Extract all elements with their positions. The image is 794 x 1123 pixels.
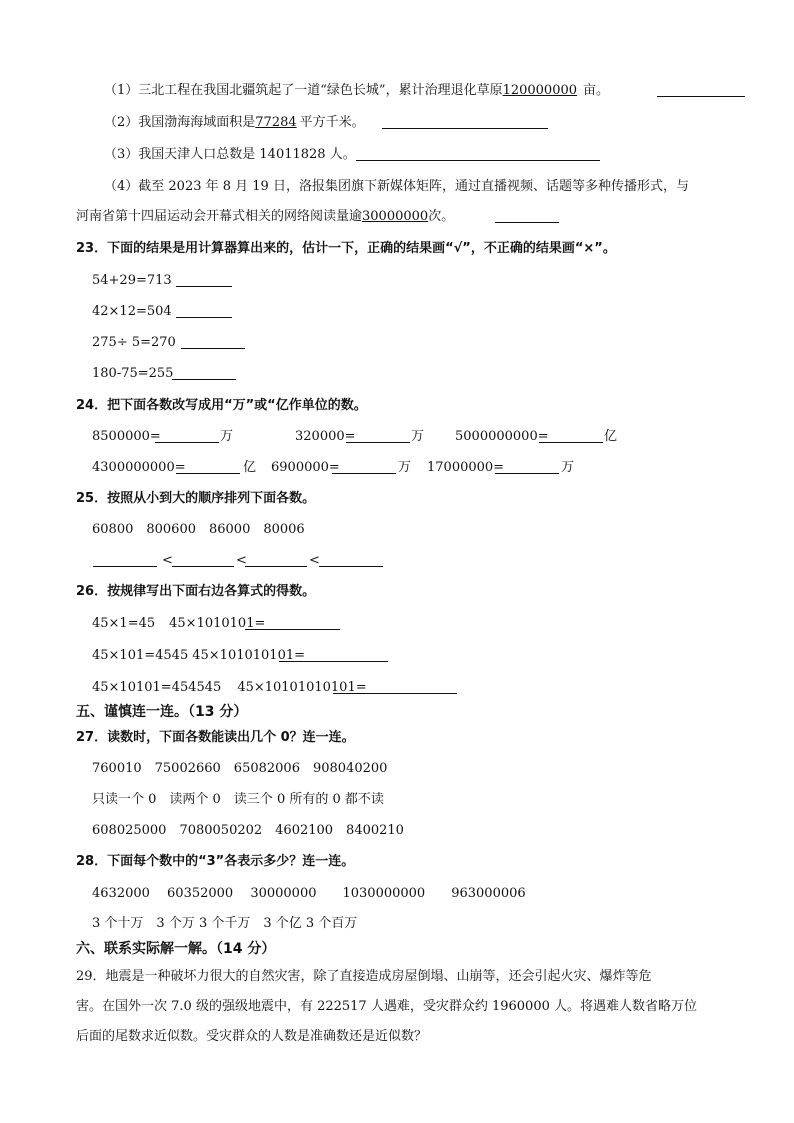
q29-line-3-text: 后面的尾数求近似数。受灾群众的人数是准确数还是近似数？ <box>76 1029 428 1044</box>
q27-bottom-numbers <box>92 822 404 840</box>
q22-item-1-text: （1）三北工程在我国北疆筑起了一道“绿色长城”，累计治理退化草原 <box>104 83 503 98</box>
q26-answer-blank-1[interactable] <box>245 615 340 630</box>
q24-f-number: 17000000= <box>427 460 505 475</box>
q22-item-4-text: （4）截至 2023 年 8 月 19 日，洛报集团旗下新媒体矩阵，通过直播视频、话题等多种传播形式，与 <box>104 179 689 194</box>
section-5-heading <box>76 703 247 721</box>
q26-row-3-question: 45×10101010101= <box>237 680 367 695</box>
q22-item-3 <box>104 146 356 164</box>
q22-item-3-text: （3）我国天津人口总数是 14011828 人。 <box>104 147 356 162</box>
section-5-heading-text: 五、谨慎连一连。（13 分） <box>76 704 248 720</box>
q26-row-1-question: 45×1010101= <box>169 616 266 631</box>
q28-title-text: 28．下面每个数中的“3”各表示多少？连一连。 <box>76 854 355 869</box>
q27-options <box>92 791 384 809</box>
q22-answer-blank-2[interactable] <box>382 114 548 129</box>
q24-d-unit-text: 亿 <box>243 460 257 475</box>
q26-row-1 <box>92 615 265 633</box>
q28-title <box>76 853 354 871</box>
q23-title-text: 23．下面的结果是用计算器算出来的，估计一下，正确的结果画“√”，不正确的结果画“×”。 <box>76 241 616 256</box>
q22-item-2-text: （2）我国渤海海域面积是 <box>104 115 256 130</box>
q26-row-3 <box>92 679 367 697</box>
q22-item-2 <box>104 114 365 132</box>
q24-answer-blank-d[interactable] <box>176 459 240 474</box>
q24-a-number: 8500000= <box>92 429 161 444</box>
q23-expr-2-text: 42×12=504 <box>92 304 172 319</box>
q24-f <box>427 459 504 477</box>
q24-c-unit-text: 亿 <box>604 429 618 444</box>
q25-lt-3-text: < <box>309 553 320 568</box>
q23-expr-4-text: 180-75=255 <box>92 366 174 381</box>
q23-expr-1 <box>92 272 172 290</box>
q22-item-2-number: 77284 <box>255 115 297 130</box>
q28-options-text: 3 个十万 3 个万 3 个千万 3 个亿 3 个百万 <box>92 916 358 931</box>
q25-title-text: 25．按照从小到大的顺序排列下面各数。 <box>76 491 316 506</box>
q23-expr-3 <box>92 334 176 352</box>
q29-line-1-text: 29．地震是一种破坏力很大的自然灾害，除了直接造成房屋倒塌、山崩等，还会引起火灾、爆炸等危 <box>76 969 652 984</box>
q28-numbers <box>92 885 526 903</box>
q26-answer-blank-2[interactable] <box>279 647 388 662</box>
q29-line-1 <box>76 968 652 986</box>
q22-item-4-number: 30000000 <box>362 209 429 224</box>
q25-answer-blank-3[interactable] <box>245 552 307 567</box>
q24-a <box>92 428 161 446</box>
q26-row-3-given: 45×10101=454545 <box>92 680 222 695</box>
q23-answer-blank-3[interactable] <box>181 334 245 349</box>
q25-answer-blank-2[interactable] <box>172 552 234 567</box>
q24-e-unit <box>398 459 411 477</box>
q22-item-4-line1 <box>104 178 689 196</box>
q24-answer-blank-f[interactable] <box>495 459 559 474</box>
q26-title <box>76 583 315 601</box>
q26-title-text: 26．按规律写出下面右边各算式的得数。 <box>76 584 316 599</box>
q26-row-2 <box>92 647 305 665</box>
q23-expr-4 <box>92 365 173 383</box>
q24-d-unit <box>243 459 256 477</box>
q27-title-text: 27．读数时，下面各数能读出几个 0？连一连。 <box>76 730 355 745</box>
q25-numbers <box>92 521 305 539</box>
q26-answer-blank-3[interactable] <box>333 679 457 694</box>
q25-title <box>76 490 315 508</box>
section-6-heading <box>76 940 275 958</box>
q24-answer-blank-a[interactable] <box>155 428 219 443</box>
section-6-heading-text: 六、联系实际解一解。（14 分） <box>76 941 276 957</box>
q27-bottom-numbers-text: 608025000 7080050202 4602100 8400210 <box>92 823 404 838</box>
q25-answer-blank-1[interactable] <box>93 552 157 567</box>
q24-d-number: 4300000000= <box>92 460 186 475</box>
q24-b-unit-text: 万 <box>411 429 425 444</box>
q22-item-4-line2 <box>76 208 454 226</box>
q24-b-number: 320000= <box>295 429 356 444</box>
q24-c-unit <box>604 428 617 446</box>
q23-expr-1-text: 54+29=713 <box>92 273 172 288</box>
q22-answer-blank-1[interactable] <box>657 82 745 97</box>
q22-item-4-unit: 次。 <box>428 209 455 224</box>
q24-b-unit <box>411 428 424 446</box>
q22-item-1-number: 120000000 <box>502 83 578 98</box>
q24-f-unit-text: 万 <box>561 460 575 475</box>
q23-answer-blank-4[interactable] <box>172 365 236 380</box>
q27-options-text: 只读一个 0 读两个 0 读三个 0 所有的 0 都不读 <box>92 792 384 807</box>
q22-item-4-text-cont: 河南省第十四届运动会开幕式相关的网络阅读量逾 <box>76 209 363 224</box>
q23-answer-blank-2[interactable] <box>176 303 232 318</box>
q24-answer-blank-b[interactable] <box>346 428 410 443</box>
q29-line-2-text: 害。在国外一次 7.0 级的强级地震中，有 222517 人遇难，受灾群众约 1960000 人。将遇难人数省略万位 <box>76 999 697 1014</box>
q27-top-numbers-text: 760010 75002660 65082006 908040200 <box>92 761 388 776</box>
q27-top-numbers <box>92 760 387 778</box>
q24-a-unit-text: 万 <box>220 429 234 444</box>
q22-item-1 <box>104 82 609 100</box>
q24-d <box>92 459 186 477</box>
q28-numbers-text: 4632000 60352000 30000000 1030000000 963000006 <box>92 886 526 901</box>
q25-numbers-text: 60800 800600 86000 80006 <box>92 522 305 537</box>
q24-a-unit <box>220 428 233 446</box>
q25-lt-1-text: < <box>162 553 173 568</box>
q24-e <box>271 459 340 477</box>
q24-answer-blank-c[interactable] <box>539 428 603 443</box>
q28-options <box>92 915 357 933</box>
q22-item-2-unit: 平方千米。 <box>299 115 365 130</box>
q24-e-unit-text: 万 <box>398 460 412 475</box>
q24-e-number: 6900000= <box>271 460 340 475</box>
q24-title-text: 24．把下面各数改写成用“万”或“亿作单位的数。 <box>76 398 367 413</box>
q25-answer-blank-4[interactable] <box>319 552 383 567</box>
q24-c <box>455 428 549 446</box>
q23-expr-2 <box>92 303 172 321</box>
q23-expr-3-text: 275÷ 5=270 <box>92 335 176 350</box>
q29-line-2 <box>76 998 697 1016</box>
q24-title <box>76 397 367 415</box>
q23-title <box>76 240 616 258</box>
q22-answer-blank-4[interactable] <box>495 208 559 223</box>
q24-c-number: 5000000000= <box>455 429 549 444</box>
q29-line-3 <box>76 1028 427 1046</box>
q26-row-2-given: 45×101=4545 <box>92 648 189 663</box>
q22-answer-blank-3[interactable] <box>356 146 600 161</box>
q26-row-2-question: 45×101010101= <box>192 648 306 663</box>
q25-lt-2-text: < <box>236 553 247 568</box>
q24-answer-blank-e[interactable] <box>332 459 396 474</box>
q24-f-unit <box>561 459 574 477</box>
q23-answer-blank-1[interactable] <box>176 272 232 287</box>
q27-title <box>76 729 355 747</box>
q22-item-1-unit: 亩。 <box>583 83 610 98</box>
q26-row-1-given: 45×1=45 <box>92 616 156 631</box>
